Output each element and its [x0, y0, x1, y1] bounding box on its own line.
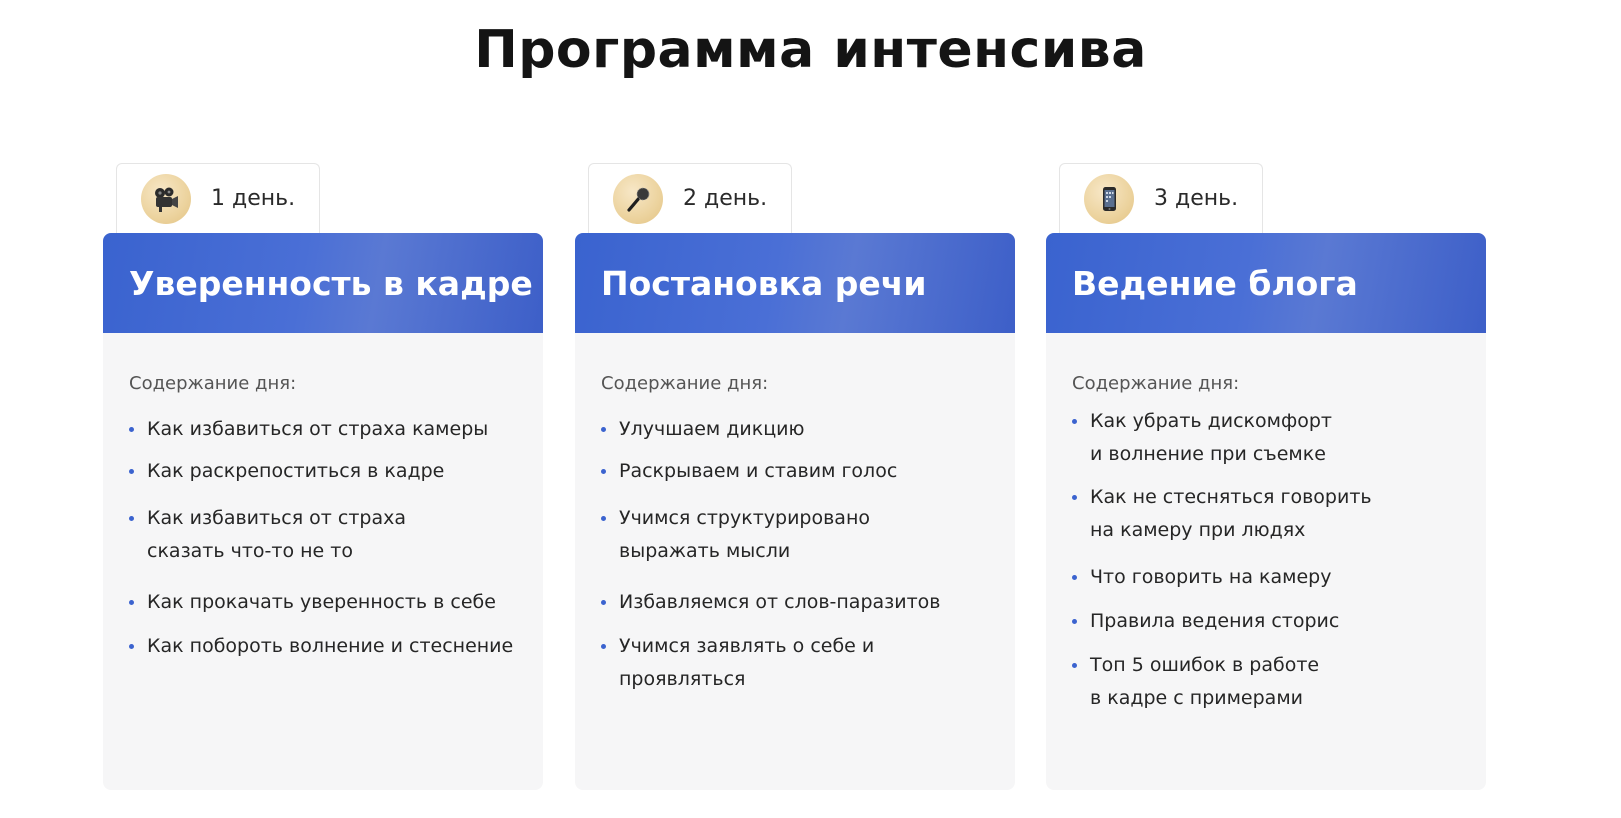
- content-label: Содержание дня:: [129, 373, 297, 394]
- page-title: Программа интенсива: [474, 20, 1147, 80]
- list-item: Правила ведения сторис: [1072, 605, 1472, 638]
- list-item: Как не стесняться говорить на камеру при людях: [1072, 481, 1472, 547]
- day-content-panel: [575, 233, 1015, 790]
- list-item: Топ 5 ошибок в работе в кадре с примерами: [1072, 649, 1472, 715]
- list-item: Как убрать дискомфорт и волнение при съемке: [1072, 405, 1472, 471]
- microphone-icon: [613, 174, 663, 224]
- day-tab-1[interactable]: [116, 163, 320, 233]
- smartphone-icon: [1084, 174, 1134, 224]
- day-card-1: [103, 163, 543, 790]
- list-item: Раскрываем и ставим голос: [601, 455, 1001, 488]
- day-label: 2 день.: [683, 186, 768, 211]
- day-content-panel: [1046, 233, 1486, 790]
- card-title: Ведение блога: [1072, 263, 1358, 303]
- list-item: Как раскрепоститься в кадре: [129, 455, 529, 488]
- list-item: Улучшаем дикцию: [601, 413, 1001, 446]
- list-item: Избавляемся от слов-паразитов: [601, 586, 1001, 619]
- list-item: Что говорить на камеру: [1072, 561, 1472, 594]
- card-header: [575, 233, 1015, 333]
- list-item: Как избавиться от страха камеры: [129, 413, 529, 446]
- topic-list: [1072, 405, 1472, 725]
- movie-camera-icon: [141, 174, 191, 224]
- card-title: Уверенность в кадре: [129, 263, 533, 303]
- content-label: Содержание дня:: [1072, 373, 1240, 394]
- list-item: Как побороть волнение и стеснение: [129, 630, 529, 663]
- card-header: [103, 233, 543, 333]
- list-item: Учимся заявлять о себе и проявляться: [601, 630, 1001, 696]
- list-item: Как прокачать уверенность в себе: [129, 586, 529, 619]
- card-header: [1046, 233, 1486, 333]
- topic-list: [129, 413, 529, 672]
- day-label: 1 день.: [211, 186, 296, 211]
- day-card-2: [575, 163, 1015, 790]
- day-content-panel: [103, 233, 543, 790]
- day-card-3: [1046, 163, 1486, 790]
- content-label: Содержание дня:: [601, 373, 769, 394]
- day-tab-2[interactable]: [588, 163, 792, 233]
- day-label: 3 день.: [1154, 186, 1239, 211]
- topic-list: [601, 413, 1001, 705]
- list-item: Как избавиться от страха сказать что-то не то: [129, 502, 529, 568]
- day-tab-3[interactable]: [1059, 163, 1263, 233]
- card-title: Постановка речи: [601, 263, 927, 303]
- list-item: Учимся структурировано выражать мысли: [601, 502, 1001, 568]
